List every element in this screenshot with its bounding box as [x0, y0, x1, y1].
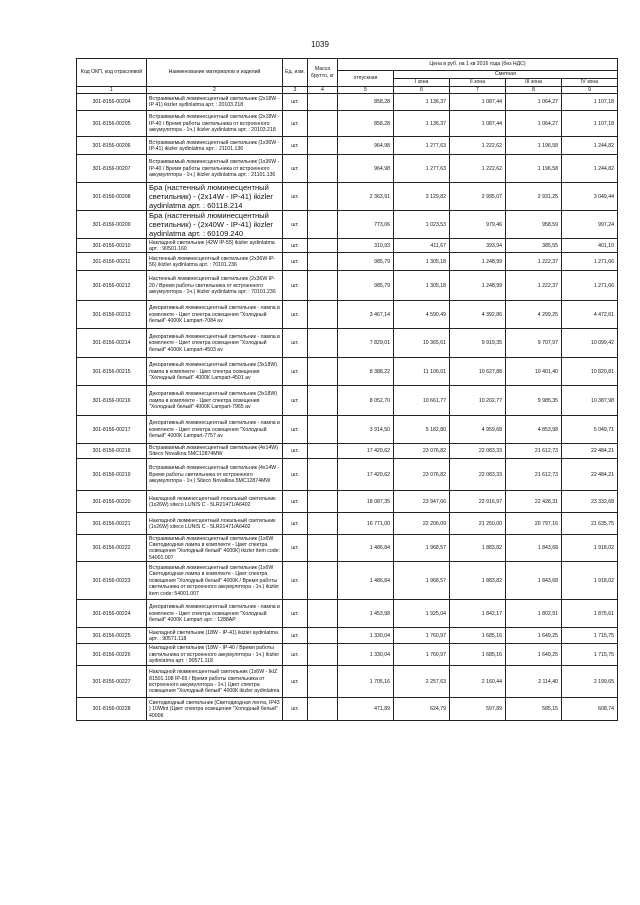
price-zone3: 20 797,16: [506, 513, 562, 535]
product-name: Встраиваемый люминесцентный светильник (2х18W - IP-40 / Время работы светильника от встроенного аккумулятора - 1ч.) ikizler aydinlatma арт. : 20103.218: [147, 111, 283, 137]
price-zone3: 4 853,98: [506, 416, 562, 444]
product-code: 301-8156-00214: [77, 329, 147, 358]
price-zone4: 22 484,21: [562, 459, 618, 491]
col-number: 2: [147, 87, 283, 94]
table-row: [77, 253, 618, 271]
unit: шт.: [283, 94, 308, 111]
product-name: Накладной светильник (18W - IP-40 / Время работы светильника от встроенного аккумулятора - 1ч.) ikizler aydinlatma арт. : 90571.118: [147, 644, 283, 666]
price-zone3: 4 299,25: [506, 301, 562, 329]
price-zone4: 1 107,18: [562, 111, 618, 137]
price-release: 8 388,22: [338, 358, 394, 386]
product-code: 301-8156-00225: [77, 628, 147, 644]
col-number: 5: [338, 87, 394, 94]
price-zone3: 585,15: [506, 698, 562, 721]
header-estimate: Сметная: [394, 71, 618, 79]
price-zone4: 1 715,75: [562, 644, 618, 666]
table-row: [77, 94, 618, 111]
unit: шт.: [283, 444, 308, 459]
price-release: 18 087,35: [338, 491, 394, 513]
price-zone2: 4 392,86: [450, 301, 506, 329]
table-row: [77, 329, 618, 358]
product-name: Накладной светильник (18W - IP-41) ikizler aydinlatma арт. : 90571.118: [147, 628, 283, 644]
table-header: [77, 59, 618, 94]
price-zone3: 2 114,40: [506, 666, 562, 698]
header-zone4: IV зона: [562, 79, 618, 87]
mass: [308, 94, 338, 111]
price-zone3: 1 064,27: [506, 111, 562, 137]
mass: [308, 301, 338, 329]
mass: [308, 211, 338, 239]
price-zone4: 22 484,21: [562, 444, 618, 459]
product-name: Декоративный люминесцентный светильник - лампа в комплекте - Цвет спектра освещения "Холодный белый" 4000К Lampart-7084 av: [147, 301, 283, 329]
product-name: Бра (настенный люминесцентный светильник) - (2х40W - IP-41) ikizler aydinlatma арт. : 60109.240: [147, 211, 283, 239]
product-code: 301-8156-00223: [77, 562, 147, 600]
price-zone3: 958,59: [506, 211, 562, 239]
product-code: 301-8156-00206: [77, 137, 147, 155]
table-row: [77, 644, 618, 666]
product-name: Встраиваемый люминесцентный светильник (1х6W Светодиодная лампа в комплекте - Цвет спектра освещения "Холодный белый" 4000К / Время работы светильника от встроенного аккумулятора - 1ч.) ikizler item code: 54001.007: [147, 562, 283, 600]
product-code: 301-8156-00224: [77, 600, 147, 628]
price-zone1: 1 277,63: [394, 137, 450, 155]
product-name: Накладной светильник (42W IP-55) ikizler aydinlatma арт. : 90501.160: [147, 239, 283, 253]
price-release: 471,89: [338, 698, 394, 721]
price-zone1: 22 206,09: [394, 513, 450, 535]
price-zone2: 2 995,07: [450, 183, 506, 211]
mass: [308, 271, 338, 301]
price-zone4: 1 271,66: [562, 271, 618, 301]
price-zone2: 1 087,44: [450, 94, 506, 111]
price-release: 16 771,00: [338, 513, 394, 535]
table-row: [77, 155, 618, 183]
table-row: [77, 600, 618, 628]
product-code: 301-8156-00205: [77, 111, 147, 137]
price-zone4: 10 099,42: [562, 329, 618, 358]
col-number: 1: [77, 87, 147, 94]
price-zone3: 1 064,27: [506, 94, 562, 111]
table-row: [77, 358, 618, 386]
table-row: [77, 491, 618, 513]
product-name: Декоративный люминесцентный светильник - лампа в комплекте - Цвет спектра освещения "Холодный белый" 4000К Lampart-4503 av: [147, 329, 283, 358]
unit: шт.: [283, 183, 308, 211]
product-code: 301-8156-00218: [77, 444, 147, 459]
table-row: [77, 628, 618, 644]
price-zone1: 1 136,37: [394, 111, 450, 137]
price-zone3: 1 196,58: [506, 137, 562, 155]
price-zone1: 2 257,63: [394, 666, 450, 698]
price-release: 1 705,16: [338, 666, 394, 698]
product-code: 301-8156-00204: [77, 94, 147, 111]
unit: шт.: [283, 459, 308, 491]
product-code: 301-8156-00217: [77, 416, 147, 444]
product-name: Декоративный люминесцентный светильник - лампа в комплекте - Цвет спектра освещения "Холодный белый" 4000К Lampart арт. : 1288AP: [147, 600, 283, 628]
price-release: 17 429,62: [338, 459, 394, 491]
product-code: 301-8156-00219: [77, 459, 147, 491]
unit: шт.: [283, 211, 308, 239]
table-row: [77, 562, 618, 600]
unit: шт.: [283, 329, 308, 358]
header-zone1: I зона: [394, 79, 450, 87]
price-zone3: 21 612,73: [506, 444, 562, 459]
unit: шт.: [283, 600, 308, 628]
mass: [308, 513, 338, 535]
price-zone4: 3 049,44: [562, 183, 618, 211]
table-row: [77, 386, 618, 416]
price-zone2: 10 627,88: [450, 358, 506, 386]
price-zone3: 10 401,40: [506, 358, 562, 386]
price-zone3: 1 196,58: [506, 155, 562, 183]
unit: шт.: [283, 666, 308, 698]
table-row: [77, 137, 618, 155]
price-release: 2 363,91: [338, 183, 394, 211]
product-name: Встраиваемый люминесцентный светильник (2х18W - IP 41) ikizler aydinlatma арт. : 20103.218: [147, 94, 283, 111]
col-number: 7: [450, 87, 506, 94]
price-zone2: 1 883,82: [450, 535, 506, 562]
price-zone2: 1 087,44: [450, 111, 506, 137]
price-zone3: 385,55: [506, 239, 562, 253]
price-release: 8 052,70: [338, 386, 394, 416]
price-zone3: 1 222,37: [506, 253, 562, 271]
price-zone1: 10 365,61: [394, 329, 450, 358]
product-code: 301-8156-00208: [77, 183, 147, 211]
product-name: Светодиодный светильник (Светодиодная лента, IP43 ) 10Wlnt (Цвет спектра освещения "Холодный белый" 4000К: [147, 698, 283, 721]
price-zone2: 1 222,62: [450, 155, 506, 183]
product-code: 301-8156-00216: [77, 386, 147, 416]
price-zone1: 4 590,49: [394, 301, 450, 329]
unit: шт.: [283, 386, 308, 416]
header-price: Цена в руб. на 1 кв 2016 года (без НДС): [338, 59, 618, 71]
price-zone2: 1 248,99: [450, 271, 506, 301]
mass: [308, 253, 338, 271]
product-code: 301-8156-00210: [77, 239, 147, 253]
price-zone1: 10 661,77: [394, 386, 450, 416]
header-zone2: II зона: [450, 79, 506, 87]
price-zone1: 5 182,80: [394, 416, 450, 444]
product-name: Накладной люминесцентный локальный светильник (1х26W) siteco LUNIS C - 5LR21471/A6402: [147, 513, 283, 535]
price-release: 3 467,14: [338, 301, 394, 329]
product-name: Настенный люминесцентный светильник (2х36W IP-56) ikizler aydinlatma арт. : 70101.236: [147, 253, 283, 271]
mass: [308, 239, 338, 253]
product-name: Декоративный люминесцентный светильник (3х18W) лампа в комплекте - Цвет спектра освещения "Холодный белый" 4000К Lampart-7965 av: [147, 386, 283, 416]
mass: [308, 416, 338, 444]
mass: [308, 444, 338, 459]
price-zone2: 393,94: [450, 239, 506, 253]
unit: шт.: [283, 239, 308, 253]
price-zone1: 23 947,66: [394, 491, 450, 513]
table-row: [77, 211, 618, 239]
mass: [308, 358, 338, 386]
table-row: [77, 698, 618, 721]
price-release: 985,79: [338, 253, 394, 271]
price-release: 1 453,98: [338, 600, 394, 628]
price-zone1: 23 076,82: [394, 459, 450, 491]
price-zone1: 11 106,01: [394, 358, 450, 386]
price-zone1: 1 925,04: [394, 600, 450, 628]
mass: [308, 628, 338, 644]
col-number: 6: [394, 87, 450, 94]
header-mass: Масса брутто, кг: [308, 59, 338, 87]
product-code: 301-8156-00222: [77, 535, 147, 562]
product-name: Встраиваемый люминесцентный светильник (4х14W - Время работы светильника от встроенного аккумулятора - 1ч.) Siteco Novalkna 5MC12874MW: [147, 459, 283, 491]
price-zone4: 1 715,75: [562, 628, 618, 644]
unit: шт.: [283, 301, 308, 329]
unit: шт.: [283, 155, 308, 183]
product-name: Настенный люминесцентный светильник (2х36W IP-20 / Время работы светильника от встроенного аккумулятора - 1ч.) ikizler aydinlatma арт. : 70101.236: [147, 271, 283, 301]
product-code: 301-8156-00227: [77, 666, 147, 698]
unit: шт.: [283, 628, 308, 644]
price-zone4: 5 049,71: [562, 416, 618, 444]
mass: [308, 535, 338, 562]
price-zone4: 608,74: [562, 698, 618, 721]
price-zone4: 21 635,75: [562, 513, 618, 535]
product-name: Встраиваемый люминесцентный светильник (4х14W) Siteco Novalkna 5MC12874MW: [147, 444, 283, 459]
price-zone2: 2 160,44: [450, 666, 506, 698]
price-release: 310,93: [338, 239, 394, 253]
price-release: 964,98: [338, 155, 394, 183]
price-zone4: 10 387,98: [562, 386, 618, 416]
table-row: [77, 416, 618, 444]
price-zone4: 401,10: [562, 239, 618, 253]
price-zone3: 1 222,37: [506, 271, 562, 301]
col-number: 9: [562, 87, 618, 94]
table-row: [77, 535, 618, 562]
price-release: 1 330,04: [338, 628, 394, 644]
table-row: [77, 111, 618, 137]
unit: шт.: [283, 358, 308, 386]
table-row: [77, 459, 618, 491]
price-zone4: 1 918,02: [562, 535, 618, 562]
mass: [308, 491, 338, 513]
price-zone1: 624,79: [394, 698, 450, 721]
price-zone4: 4 472,61: [562, 301, 618, 329]
table-row: [77, 183, 618, 211]
price-zone3: 9 985,35: [506, 386, 562, 416]
mass: [308, 698, 338, 721]
price-zone3: 22 428,31: [506, 491, 562, 513]
product-code: 301-8156-00213: [77, 301, 147, 329]
price-release: 7 829,01: [338, 329, 394, 358]
unit: шт.: [283, 137, 308, 155]
header-release: отпускная: [338, 71, 394, 87]
product-name: Встраиваемый люминесцентный светильник (1х36W - IP-40 / Время работы светильника от встроенного аккумулятора - 1ч.) ikizler aydinlatma арт. : 21101.136: [147, 155, 283, 183]
price-release: 858,28: [338, 111, 394, 137]
table-row: [77, 444, 618, 459]
price-zone3: 21 612,73: [506, 459, 562, 491]
price-zone1: 1 277,63: [394, 155, 450, 183]
page-number: 1039: [311, 40, 329, 49]
price-zone4: 1 271,66: [562, 253, 618, 271]
product-code: 301-8156-00220: [77, 491, 147, 513]
product-name: Встраиваемый люминесцентный светильник (1х6W Светодиодная лампа в комплекте - Цвет спектра освещения "Холодный белый" 4000К) ikizler item code: 54001.007: [147, 535, 283, 562]
price-zone4: 23 332,68: [562, 491, 618, 513]
mass: [308, 459, 338, 491]
price-zone1: 411,67: [394, 239, 450, 253]
mass: [308, 329, 338, 358]
price-zone3: 1 843,68: [506, 562, 562, 600]
price-zone1: 1 136,37: [394, 94, 450, 111]
price-zone3: 2 931,25: [506, 183, 562, 211]
price-zone1: 1 760,97: [394, 644, 450, 666]
product-code: 301-8156-00207: [77, 155, 147, 183]
mass: [308, 155, 338, 183]
unit: шт.: [283, 644, 308, 666]
price-zone2: 9 919,35: [450, 329, 506, 358]
price-zone4: 1 875,61: [562, 600, 618, 628]
unit: шт.: [283, 253, 308, 271]
product-name: Декоративный люминесцентный светильник - лампа в комплекте - Цвет спектра освещения "Холодный белый" 4000К Lampart-7757 av: [147, 416, 283, 444]
header-name: Наименование материалов и изделий: [147, 59, 283, 87]
table-row: [77, 271, 618, 301]
mass: [308, 600, 338, 628]
price-zone2: 1 248,99: [450, 253, 506, 271]
price-zone3: 1 649,25: [506, 628, 562, 644]
product-name: Бра (настенный люминесцентный светильник) - (2х14W - IP-41) ikizler aydinlatma арт. : 60118.214: [147, 183, 283, 211]
unit: шт.: [283, 535, 308, 562]
product-code: 301-8156-00228: [77, 698, 147, 721]
price-zone1: 1 305,18: [394, 271, 450, 301]
mass: [308, 183, 338, 211]
price-zone2: 597,89: [450, 698, 506, 721]
price-zone2: 1 842,17: [450, 600, 506, 628]
table-body: [77, 94, 618, 721]
header-code: Код ОКП, код отраслевой: [77, 59, 147, 87]
price-release: 1 330,04: [338, 644, 394, 666]
header-zone3: III зона: [506, 79, 562, 87]
mass: [308, 562, 338, 600]
table-row: [77, 239, 618, 253]
unit: шт.: [283, 562, 308, 600]
col-number: 3: [283, 87, 308, 94]
price-zone4: 2 199,65: [562, 666, 618, 698]
price-zone2: 10 202,77: [450, 386, 506, 416]
price-zone2: 1 222,62: [450, 137, 506, 155]
price-zone2: 1 685,16: [450, 644, 506, 666]
unit: шт.: [283, 491, 308, 513]
price-zone3: 9 707,97: [506, 329, 562, 358]
price-zone3: 1 802,91: [506, 600, 562, 628]
product-name: Встраиваемый люминесцентный светильник (1х36W - IP-41) ikizler aydinlatma арт. : 21101.136: [147, 137, 283, 155]
col-number: 4: [308, 87, 338, 94]
price-release: 858,28: [338, 94, 394, 111]
price-zone1: 1 968,57: [394, 535, 450, 562]
mass: [308, 137, 338, 155]
product-code: 301-8156-00215: [77, 358, 147, 386]
price-zone1: 1 305,18: [394, 253, 450, 271]
price-release: 3 914,50: [338, 416, 394, 444]
mass: [308, 644, 338, 666]
mass: [308, 386, 338, 416]
product-name: Накладной люминесцентный локальный светильник (1х26W) siteco LUNIS C - 5LR21471/A6402: [147, 491, 283, 513]
price-zone3: 1 649,25: [506, 644, 562, 666]
mass: [308, 666, 338, 698]
price-zone2: 21 250,00: [450, 513, 506, 535]
col-number: 8: [506, 87, 562, 94]
price-zone3: 1 843,68: [506, 535, 562, 562]
price-zone2: 1 685,16: [450, 628, 506, 644]
table-row: [77, 513, 618, 535]
product-code: 301-8156-00209: [77, 211, 147, 239]
price-release: 985,79: [338, 271, 394, 301]
price-zone1: 1 968,57: [394, 562, 450, 600]
price-zone2: 22 916,97: [450, 491, 506, 513]
price-zone4: 10 820,81: [562, 358, 618, 386]
unit: шт.: [283, 111, 308, 137]
price-release: 773,06: [338, 211, 394, 239]
product-name: Накладной люминесцентный светильник (1х6W - IkIZ 81501.108 IP-65 / Время работы светильника от встроенного аккумулятора - 1ч.) Цвет спектра освещения "Холодный белый" 4000К ikizler aydinlatma: [147, 666, 283, 698]
price-release: 1 486,84: [338, 562, 394, 600]
price-zone2: 22 083,33: [450, 444, 506, 459]
product-code: 301-8156-00211: [77, 253, 147, 271]
price-zone1: 3 129,82: [394, 183, 450, 211]
table-row: [77, 301, 618, 329]
price-zone2: 979,46: [450, 211, 506, 239]
price-zone4: 1 107,18: [562, 94, 618, 111]
price-zone4: 1 918,02: [562, 562, 618, 600]
product-code: 301-8156-00221: [77, 513, 147, 535]
product-name: Декоративный люминесцентный светильник (3х18W) лампа в комплекте - Цвет спектра освещения "Холодный белый" 4000К Lampart-4501 av: [147, 358, 283, 386]
price-release: 17 429,62: [338, 444, 394, 459]
table-row: [77, 666, 618, 698]
price-release: 1 486,84: [338, 535, 394, 562]
price-zone4: 1 244,82: [562, 155, 618, 183]
unit: шт.: [283, 513, 308, 535]
header-unit: Ед. изм.: [283, 59, 308, 87]
product-code: 301-8156-00212: [77, 271, 147, 301]
unit: шт.: [283, 271, 308, 301]
price-table: [76, 58, 618, 721]
price-zone1: 1 760,97: [394, 628, 450, 644]
price-zone4: 1 244,82: [562, 137, 618, 155]
mass: [308, 111, 338, 137]
unit: шт.: [283, 416, 308, 444]
price-zone1: 1 023,53: [394, 211, 450, 239]
price-zone2: 4 959,68: [450, 416, 506, 444]
price-zone2: 22 083,33: [450, 459, 506, 491]
price-zone1: 23 076,82: [394, 444, 450, 459]
product-code: 301-8156-00226: [77, 644, 147, 666]
unit: шт.: [283, 698, 308, 721]
price-zone4: 997,24: [562, 211, 618, 239]
price-release: 964,98: [338, 137, 394, 155]
price-zone2: 1 883,82: [450, 562, 506, 600]
